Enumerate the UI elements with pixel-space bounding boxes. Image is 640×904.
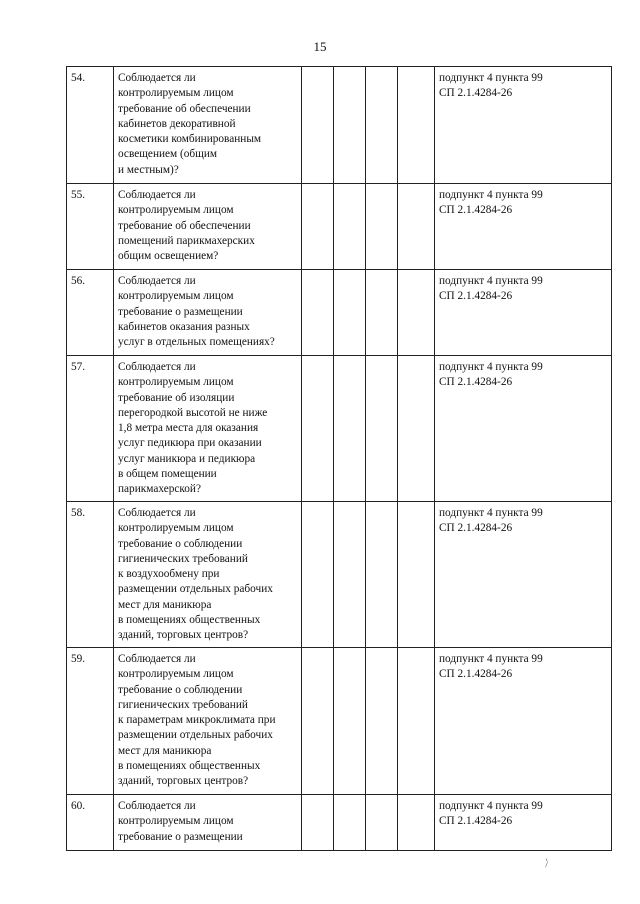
answer-yes-cell xyxy=(302,67,334,184)
row-number: 57. xyxy=(67,356,114,502)
row-number: 56. xyxy=(67,270,114,356)
answer-yes-cell xyxy=(302,502,334,648)
legal-reference: подпункт 4 пункта 99 СП 2.1.4284-26 xyxy=(435,270,612,356)
question-text: Соблюдается ли контролируемым лицом требование об обеспечении помещений парикмахерских общим освещением? xyxy=(114,184,302,270)
answer-yes-cell xyxy=(302,270,334,356)
question-text: Соблюдается ли контролируемым лицом требование о размещении кабинетов оказания разных услуг в отдельных помещениях? xyxy=(114,270,302,356)
answer-yes-cell xyxy=(302,648,334,795)
comment-cell xyxy=(398,795,435,851)
answer-yes-cell xyxy=(302,184,334,270)
question-text: Соблюдается ли контролируемым лицом требование о размещении xyxy=(114,795,302,851)
table-row xyxy=(67,648,612,795)
comment-cell xyxy=(398,270,435,356)
answer-no-cell xyxy=(334,184,366,270)
answer-na-cell xyxy=(366,184,398,270)
table-row xyxy=(67,270,612,356)
answer-no-cell xyxy=(334,67,366,184)
answer-yes-cell xyxy=(302,356,334,502)
answer-na-cell xyxy=(366,502,398,648)
answer-na-cell xyxy=(366,648,398,795)
answer-no-cell xyxy=(334,502,366,648)
answer-na-cell xyxy=(366,356,398,502)
question-text: Соблюдается ли контролируемым лицом требование об обеспечении кабинетов декоративной косметики комбинированным освещением (общим и местным)? xyxy=(114,67,302,184)
table-row xyxy=(67,184,612,270)
comment-cell xyxy=(398,356,435,502)
answer-na-cell xyxy=(366,67,398,184)
legal-reference: подпункт 4 пункта 99 СП 2.1.4284-26 xyxy=(435,356,612,502)
checklist-table xyxy=(66,66,612,851)
answer-no-cell xyxy=(334,356,366,502)
legal-reference: подпункт 4 пункта 99 СП 2.1.4284-26 xyxy=(435,502,612,648)
legal-reference: подпункт 4 пункта 99 СП 2.1.4284-26 xyxy=(435,67,612,184)
table-row xyxy=(67,356,612,502)
table-row xyxy=(67,795,612,851)
legal-reference: подпункт 4 пункта 99 СП 2.1.4284-26 xyxy=(435,648,612,795)
row-number: 60. xyxy=(67,795,114,851)
comment-cell xyxy=(398,502,435,648)
row-number: 55. xyxy=(67,184,114,270)
answer-no-cell xyxy=(334,795,366,851)
table-row xyxy=(67,502,612,648)
answer-na-cell xyxy=(366,795,398,851)
scan-mark: `\ xyxy=(539,857,551,870)
comment-cell xyxy=(398,648,435,795)
answer-yes-cell xyxy=(302,795,334,851)
question-text: Соблюдается ли контролируемым лицом требование о соблюдении гигиенических требований к воздухообмену при размещении отдельных рабочих мест для маникюра в помещениях общественных зданий, торговых центров? xyxy=(114,502,302,648)
answer-na-cell xyxy=(366,270,398,356)
page-number: 15 xyxy=(313,39,327,54)
table-row xyxy=(67,67,612,184)
row-number: 54. xyxy=(67,67,114,184)
legal-reference: подпункт 4 пункта 99 СП 2.1.4284-26 xyxy=(435,795,612,851)
row-number: 59. xyxy=(67,648,114,795)
answer-no-cell xyxy=(334,270,366,356)
question-text: Соблюдается ли контролируемым лицом требование о соблюдении гигиенических требований к параметрам микроклимата при размещении отдельных рабочих мест для маникюра в помещениях общественных зданий, торговых центров? xyxy=(114,648,302,795)
question-text: Соблюдается ли контролируемым лицом требование об изоляции перегородкой высотой не ниже 1,8 метра места для оказания услуг педикюра при оказании услуг маникюра и педикюра в общем помещении парикмахерской? xyxy=(114,356,302,502)
legal-reference: подпункт 4 пункта 99 СП 2.1.4284-26 xyxy=(435,184,612,270)
comment-cell xyxy=(398,67,435,184)
row-number: 58. xyxy=(67,502,114,648)
answer-no-cell xyxy=(334,648,366,795)
comment-cell xyxy=(398,184,435,270)
